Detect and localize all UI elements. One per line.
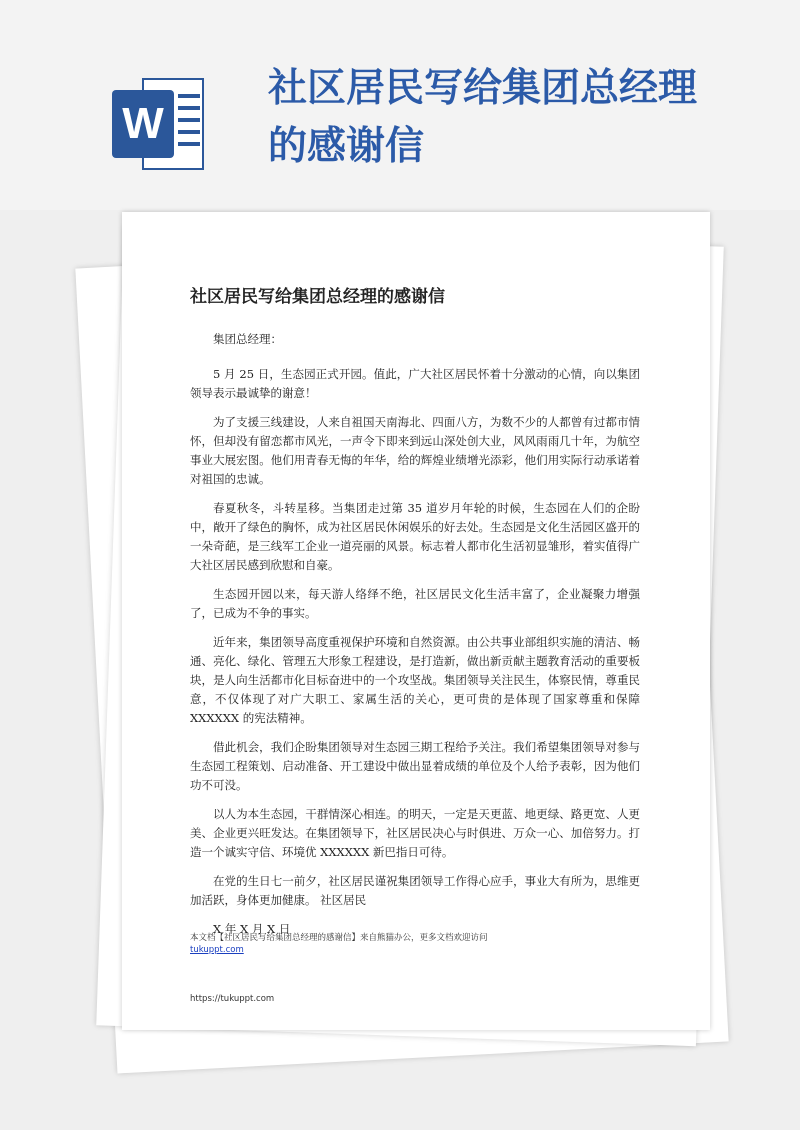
word-logo-letter: W bbox=[112, 90, 174, 158]
document-title: 社区居民写给集团总经理的感谢信 bbox=[190, 287, 445, 307]
word-doc-line bbox=[178, 106, 200, 110]
word-doc-line bbox=[178, 142, 200, 146]
word-icon bbox=[112, 78, 204, 170]
paragraph: 借此机会，我们企盼集团领导对生态园三期工程给予关注。我们希望集团领导对参与生态园工程策划、启动准备、开工建设中做出显着成绩的单位及个人给予表彰，因为他们功不可没。 bbox=[190, 740, 640, 792]
paragraph: 近年来，集团领导高度重视保护环境和自然资源。由公共事业部组织实施的清洁、畅通、亮化、绿化、管理五大形象工程建设，是打造新，做出新贡献主题教育活动的重要板块，是人向生活都市化目标奋进中的一个攻坚战。集团领导关注民生，体察民情，尊重民意，不仅体现了对广大职工、家属生活的关心，更可贵的是体现了国家尊重和保障 XXXXXX 的宪法精神。 bbox=[190, 635, 640, 725]
paragraph: 在党的生日七一前夕，社区居民谨祝集团领导工作得心应手，事业大有所为，思维更加活跃，身体更加健康。 社区居民 bbox=[190, 874, 640, 907]
footer-note bbox=[190, 932, 660, 956]
paragraph: 5 月 25 日，生态园正式开园。值此，广大社区居民怀着十分激动的心情，向以集团领导表示最诚挚的谢意！ bbox=[190, 367, 640, 400]
salutation: 集团总经理： bbox=[213, 332, 282, 346]
document-body bbox=[190, 330, 640, 949]
word-doc-line bbox=[178, 118, 200, 122]
letter-date: X 年 X 月 X 日 bbox=[213, 922, 291, 936]
paragraph: 为了支援三线建设，人来自祖国天南海北、四面八方，为数不少的人都曾有过都市情怀，但却没有留恋都市风光，一声令下即来到远山深处创大业，风风雨雨几十年，为航空事业大展宏图。他们用青春无悔的年华，给的辉煌业绩增光添彩，他们用实际行动承诺着对祖国的忠诚。 bbox=[190, 415, 640, 486]
word-doc-line bbox=[178, 94, 200, 98]
paragraph: 生态园开园以来，每天游人络绎不绝，社区居民文化生活丰富了，企业凝聚力增强了，已成为不争的事实。 bbox=[190, 587, 640, 620]
footer-link[interactable]: tukuppt.com bbox=[190, 945, 244, 955]
footer-note-text: 本文档【社区居民写给集团总经理的感谢信】来自熊猫办公，更多文档欢迎访问 bbox=[190, 933, 488, 943]
document-page bbox=[122, 212, 710, 1030]
header-title: 社区居民写给集团总经理的感谢信 bbox=[268, 66, 698, 169]
word-doc-line bbox=[178, 130, 200, 134]
footer-url[interactable]: https://tukuppt.com bbox=[190, 994, 275, 1004]
paragraph: 以人为本生态园，干群情深心相连。的明天，一定是天更蓝、地更绿、路更宽、人更美、企业更兴旺发达。在集团领导下，社区居民决心与时俱进、万众一心、加倍努力。打造一个诚实守信、环境优 XXXXXX 新巴指日可待。 bbox=[190, 807, 640, 859]
paragraph: 春夏秋冬，斗转星移。当集团走过第 35 道岁月年轮的时候，生态园在人们的企盼中，敞开了绿色的胸怀，成为社区居民休闲娱乐的好去处。生态园是文化生活园区盛开的一朵奇葩，是三线军工企业一道亮丽的风景。标志着人都市化生活初显雏形，着实值得广大社区居民感到欣慰和自豪。 bbox=[190, 501, 640, 572]
